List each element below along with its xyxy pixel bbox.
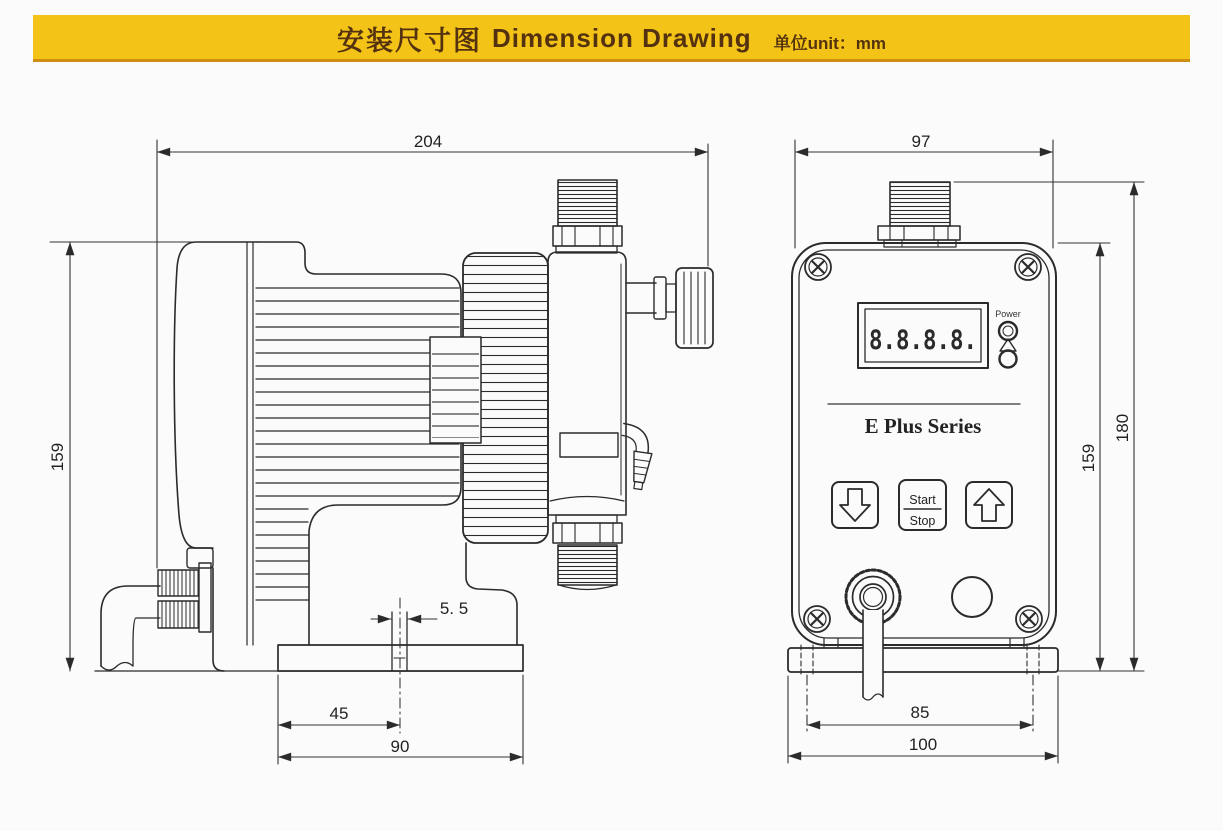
bottom-port [952,577,992,617]
front-threads [890,182,950,226]
dim-label-5-5: 5. 5 [439,599,469,618]
dim-label-159-front: 159 [1079,443,1098,473]
dim-label-100: 100 [908,735,938,754]
up-button [966,482,1012,528]
banner-title-zh: 安装尺寸图 [336,26,482,56]
dim-label-85: 85 [910,703,930,722]
dim-label-204: 204 [413,132,443,151]
side-base-plate [278,598,523,733]
down-button [832,482,878,528]
start-label: Start [909,493,936,507]
pump-head [548,252,626,515]
display-digits: 8.8.8.8. [869,325,977,356]
dim-label-180: 180 [1113,413,1132,443]
title-banner [33,15,1190,62]
start-stop-button [899,480,946,530]
front-top-fitting [878,182,960,247]
pedestal [466,543,517,645]
banner-title-en: Dimension Drawing [491,23,752,53]
power-led-icon [999,322,1017,340]
head-bracket [560,433,618,457]
status-leds [995,309,1021,368]
alarm-led-icon [1000,351,1017,368]
adjust-knob [676,268,713,348]
phillips-screw-icon [1016,606,1042,632]
phillips-screw-icon [1015,254,1041,280]
dim-label-90: 90 [390,737,410,756]
dim-label-159-side: 159 [48,442,67,472]
power-label: Power [995,309,1021,319]
side-connector [626,268,713,348]
top-fitting [553,180,622,253]
phillips-screw-icon [804,606,830,632]
digital-display [858,303,988,368]
panel-buttons [832,480,1012,530]
dim-label-45: 45 [329,704,349,723]
bottom-fitting [553,515,622,590]
front-base-plate [788,638,1058,675]
cable-gland [158,563,211,632]
banner-unit-label: 单位unit：mm [773,34,887,53]
series-label: E Plus Series [864,414,982,438]
dim-label-97: 97 [911,132,931,151]
top-threads [558,180,617,226]
hollow-up-arrow-icon [974,489,1004,521]
phillips-screw-icon [805,254,831,280]
bottom-threads [558,545,617,585]
junction-block [430,337,481,443]
pump-front-view [788,132,1144,763]
cable-elbow [101,586,160,670]
stop-label: Stop [909,514,936,528]
cable-shaft [863,610,883,700]
motor-ribs-lower [256,509,308,600]
motor-ribs [256,288,459,496]
pump-side-view [48,132,713,764]
hollow-down-arrow-icon [840,489,870,521]
